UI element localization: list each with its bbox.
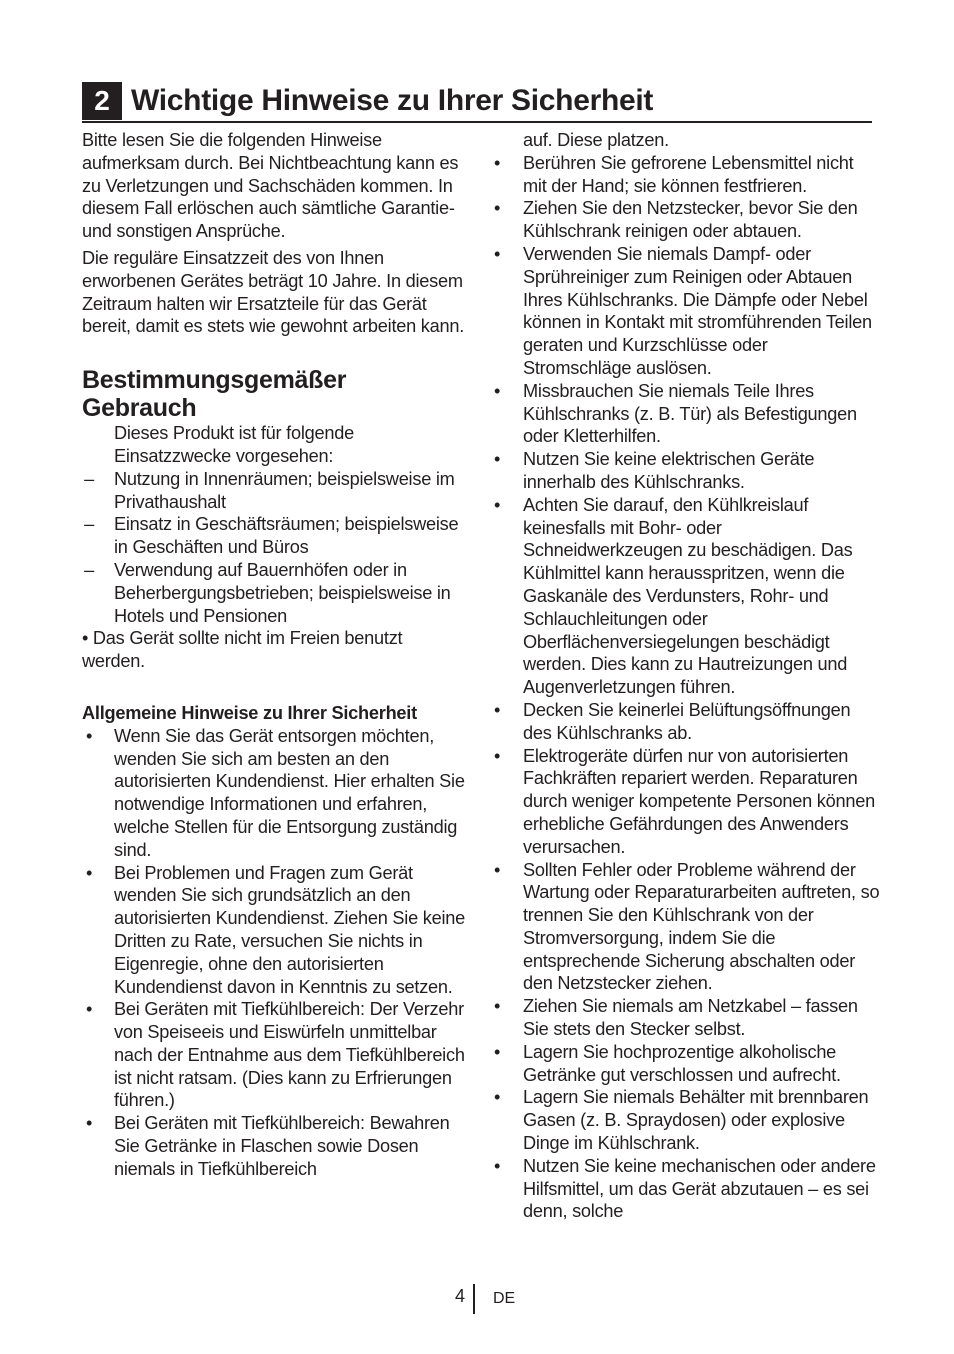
bullet-marker: • [493, 996, 501, 1017]
footer-divider [473, 1284, 475, 1314]
bullet-marker: • [493, 1087, 501, 1108]
list-item-text: Nutzung in Innenräumen; beispielsweise im Privathaushalt [114, 468, 455, 512]
list-item [490, 1155, 880, 1223]
list-item [490, 380, 880, 448]
bullet-marker: • [493, 859, 501, 880]
list-item [490, 448, 880, 494]
list-item [490, 1041, 880, 1087]
list-item [490, 494, 880, 699]
bullet-marker: • [493, 152, 501, 173]
list-item [82, 862, 467, 999]
list-item-text: Elektrogeräte dürfen nur von autorisierten Fachkräften repariert werden. Reparaturen durch weniger kompetente Personen können erhebliche Gefährdungen des Anwenders verursachen. [523, 745, 875, 857]
general-safety-list-right [490, 152, 880, 1223]
general-safety-heading: Allgemeine Hinweise zu Ihrer Sicherheit [82, 702, 417, 723]
bullet-marker: • [493, 699, 501, 720]
list-item-text: Bei Geräten mit Tiefkühlbereich: Bewahren Sie Getränke in Flaschen sowie Dosen niemals in Tiefkühlbereich [114, 1113, 450, 1179]
list-item [490, 699, 880, 745]
list-item [490, 197, 880, 243]
list-item [490, 1086, 880, 1154]
bullet-marker: • [85, 725, 93, 746]
list-item [490, 859, 880, 996]
dash-marker: – [84, 468, 94, 489]
chapter-header [82, 81, 872, 123]
list-item-text: Verwendung auf Bauernhöfen oder in Beherbergungsbetrieben; beispielsweise in Hotels und Pensionen [114, 559, 451, 626]
list-item-text: Achten Sie darauf, den Kühlkreislauf keinesfalls mit Bohr- oder Schneidwerkzeugen zu beschädigen. Das Kühlmittel kann herausspritzen, wenn die Gaskanäle des Verdunsters, Rohr- und Schlauchleitungen oder Oberflächenversiegelungen beschädigt werden. Dies kann zu Hautreizungen und Augenverletzungen führen. [523, 494, 853, 698]
list-continuation: auf. Diese platzen. [523, 130, 669, 150]
intro-paragraph-1: Bitte lesen Sie die folgenden Hinweise aufmerksam durch. Bei Nichtbeachtung kann es zu Verletzungen und Sachschäden kommen. In diesem Fall erlöschen auch sämtliche Garantie- und sonstigen Ansprüche. [82, 130, 459, 242]
bullet-marker: • [493, 198, 501, 219]
list-item-text: Wenn Sie das Gerät entsorgen möchten, wenden Sie sich am besten an den autorisierten Kundendienst. Hier erhalten Sie notwendige Informationen und erfahren, welche Stellen für die Entsorgung zuständig sind. [114, 725, 465, 860]
list-item-text: Nutzen Sie keine elektrischen Geräte innerhalb des Kühlschranks. [523, 449, 815, 492]
list-item-text: Ziehen Sie den Netzstecker, bevor Sie den Kühlschrank reinigen oder abtauen. [523, 198, 858, 242]
bullet-marker: • [85, 1113, 93, 1134]
bullet-marker: • [493, 380, 501, 401]
list-item-text: Lagern Sie hochprozentige alkoholische Getränke gut verschlossen und aufrecht. [523, 1041, 841, 1085]
intro-paragraph-2: Die reguläre Einsatzzeit des von Ihnen erworbenen Gerätes beträgt 10 Jahre. In diesem Zeitraum halten wir Ersatzteile für das Gerät bereit, damit es stets wie gewohnt arbeiten kann. [82, 247, 465, 337]
page-number: 4 [454, 1286, 465, 1306]
dash-marker: – [84, 559, 94, 580]
list-item-text: Bei Problemen und Fragen zum Gerät wenden Sie sich grundsätzlich an den autorisierten Kundendienst. Ziehen Sie keine Dritten zu Rate, versuchen Sie nichts in Eigenregie, ohne den autorisierten Kundendienst davon in Kenntnis zu setzen. [114, 862, 465, 997]
list-item-text: Ziehen Sie niemals am Netzkabel – fassen Sie stets den Stecker selbst. [523, 996, 858, 1040]
list-item [82, 513, 467, 559]
list-item-text: Bei Geräten mit Tiefkühlbereich: Der Verzehr von Speiseeis und Eiswürfeln unmittelbar nach der Entnahme aus dem Tiefkühlbereich ist nicht ratsam. (Dies kann zu Erfrierungen führen.) [114, 999, 465, 1111]
right-column [490, 129, 880, 1223]
left-column [82, 129, 467, 1181]
list-item-text: Missbrauchen Sie niemals Teile Ihres Kühlschranks (z. B. Tür) als Befestigungen oder Kletterhilfen. [523, 380, 857, 447]
bullet-marker: • [493, 494, 501, 515]
list-item-text: Berühren Sie gefrorene Lebensmittel nicht mit der Hand; sie können festfrieren. [523, 152, 854, 196]
list-item-text: Einsatz in Geschäftsräumen; beispielsweise in Geschäften und Büros [114, 514, 459, 558]
intended-use-heading: Bestimmungsgemäßer Gebrauch [82, 366, 347, 423]
chapter-number-badge: 2 [82, 82, 122, 120]
bullet-marker: • [493, 745, 501, 766]
bullet-marker: • [85, 862, 93, 883]
list-item [82, 725, 467, 862]
list-item [82, 1112, 467, 1180]
bullet-marker: • [493, 243, 501, 264]
bullet-marker: • [85, 999, 93, 1020]
intended-use-list [82, 468, 467, 628]
bullet-marker: • [493, 449, 501, 470]
list-item-text: Lagern Sie niemals Behälter mit brennbaren Gasen (z. B. Spraydosen) oder explosive Dinge im Kühlschrank. [523, 1087, 869, 1154]
list-item [490, 152, 880, 198]
list-item-text: Decken Sie keinerlei Belüftungsöffnungen des Kühlschranks ab. [523, 699, 851, 743]
list-item [82, 559, 467, 627]
chapter-title: Wichtige Hinweise zu Ihrer Sicherheit [131, 84, 654, 117]
list-item-text: Sollten Fehler oder Probleme während der Wartung oder Reparaturarbeiten auftreten, so trennen Sie den Kühlschrank von der Stromversorgung, indem Sie die entsprechende Sicherung abschalten oder den Netzstecker ziehen. [523, 859, 880, 994]
list-item [82, 468, 467, 514]
general-safety-list-left [82, 725, 467, 1181]
intended-use-lead: Dieses Produkt ist für folgende Einsatzzwecke vorgesehen: [114, 423, 354, 466]
list-item [490, 243, 880, 380]
list-item-text: Nutzen Sie keine mechanischen oder andere Hilfsmittel, um das Gerät abzutauen – es sei denn, solche [523, 1155, 876, 1222]
bullet-marker: • [493, 1041, 501, 1062]
list-item-text: Verwenden Sie niemals Dampf- oder Sprühreiniger zum Reinigen oder Abtauen Ihres Kühlschranks. Die Dämpfe oder Nebel können in Kontakt mit stromführenden Teilen geraten und Kurzschlüsse oder Stromschläge auslösen. [523, 243, 872, 378]
list-item [490, 995, 880, 1041]
list-item [490, 745, 880, 859]
list-item [82, 998, 467, 1112]
dash-marker: – [84, 514, 94, 535]
language-code: DE [493, 1290, 516, 1307]
bullet-marker: • [493, 1155, 501, 1176]
outdoor-note: • Das Gerät sollte nicht im Freien benutzt werden. [82, 628, 403, 672]
